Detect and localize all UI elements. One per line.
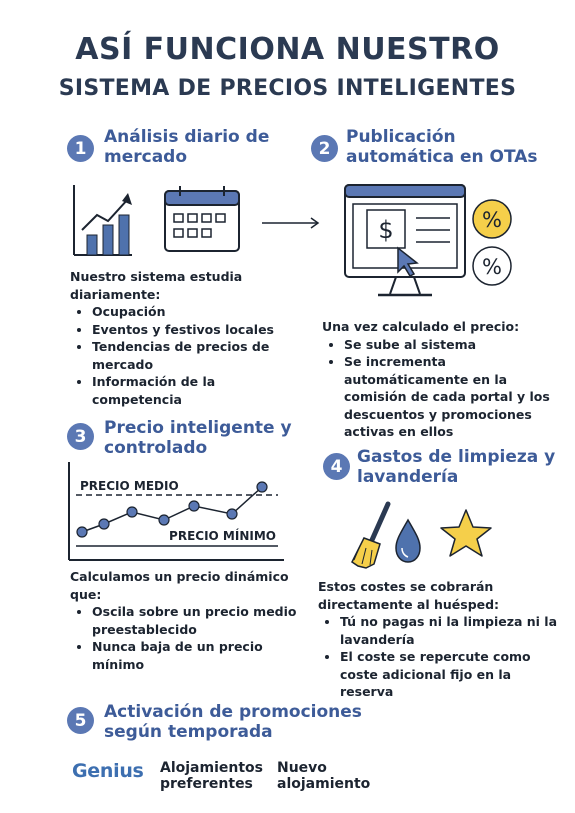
- section-1-title: Análisis diario de mercado: [104, 127, 270, 167]
- price-chart: [66, 462, 286, 562]
- page-title: ASÍ FUNCIONA NUESTRO: [75, 32, 500, 67]
- list-item: • Información de la competencia: [92, 373, 290, 408]
- section-4-title: Gastos de limpieza y lavandería: [357, 447, 556, 487]
- star-icon: [441, 510, 491, 556]
- genius-label: Genius: [72, 760, 144, 782]
- dollar-icon: $: [378, 216, 394, 244]
- section-2-illustration: [340, 180, 520, 305]
- preferred-properties-label: Alojamientos preferentes: [160, 760, 263, 792]
- list-item: • Se incrementa automáticamente en la comisión de cada portal y los descuentos y promociones activas en ellos: [344, 353, 557, 441]
- section-4-badge: 4: [323, 453, 350, 480]
- section-5-badge: 5: [67, 707, 94, 734]
- list-item: • Tú no pagas ni la limpieza ni la lavandería: [340, 613, 558, 648]
- section-4-body: Estos costes se cobrarán directamente al huésped: • Tú no pagas ni la limpieza ni la lavandería • El coste se repercute como coste adicional fijo en la reserva: [318, 578, 558, 701]
- list-item: • Se sube al sistema: [344, 336, 557, 354]
- monitor-icon: [345, 185, 465, 295]
- page-subtitle: SISTEMA DE PRECIOS INTELIGENTES: [58, 76, 517, 101]
- list-item: • Tendencias de precios de mercado: [92, 338, 290, 373]
- calendar-icon: [165, 186, 239, 251]
- list-item: • Ocupación: [92, 303, 290, 321]
- percent-icon: [473, 200, 511, 285]
- list-item: • Nunca baja de un precio mínimo: [92, 638, 300, 673]
- section-3-body: Calculamos un precio dinámico que: • Oscila sobre un precio medio preestablecido • Nunca baja de un precio mínimo: [70, 568, 300, 673]
- broom-icon: [352, 504, 388, 568]
- list-item: • Oscila sobre un precio medio preestablecido: [92, 603, 300, 638]
- new-property-label: Nuevo alojamiento: [277, 760, 371, 792]
- section-2-body: Una vez calculado el precio: • Se sube al sistema • Se incrementa automáticamente en la comisión de cada portal y los descuentos y promociones activas en ellos: [322, 318, 557, 441]
- section-3-title: Precio inteligente y controlado: [104, 418, 292, 458]
- section-2-title: Publicación automática en OTAs: [346, 127, 538, 167]
- section-1-badge: 1: [67, 135, 94, 162]
- section-4-illustration: [350, 500, 500, 575]
- arrow-right-icon: [262, 216, 322, 230]
- average-price-label: PRECIO MEDIO: [80, 479, 179, 493]
- section-1-body: Nuestro sistema estudia diariamente: • Ocupación • Eventos y festivos locales • Tendencias de precios de mercado • Información de la competencia: [70, 268, 290, 408]
- section-3-badge: 3: [67, 423, 94, 450]
- water-drop-icon: [396, 520, 420, 562]
- svg-text:%: %: [482, 208, 502, 232]
- list-item: • Eventos y festivos locales: [92, 321, 290, 339]
- svg-text:%: %: [482, 255, 502, 279]
- section-1-illustration: [70, 185, 245, 260]
- list-item: • El coste se repercute como coste adicional fijo en la reserva: [340, 648, 558, 701]
- minimum-price-label: PRECIO MÍNIMO: [169, 529, 276, 543]
- section-5-title: Activación de promociones según temporada: [104, 702, 362, 742]
- section-2-badge: 2: [311, 135, 338, 162]
- bar-chart-icon: [74, 185, 132, 255]
